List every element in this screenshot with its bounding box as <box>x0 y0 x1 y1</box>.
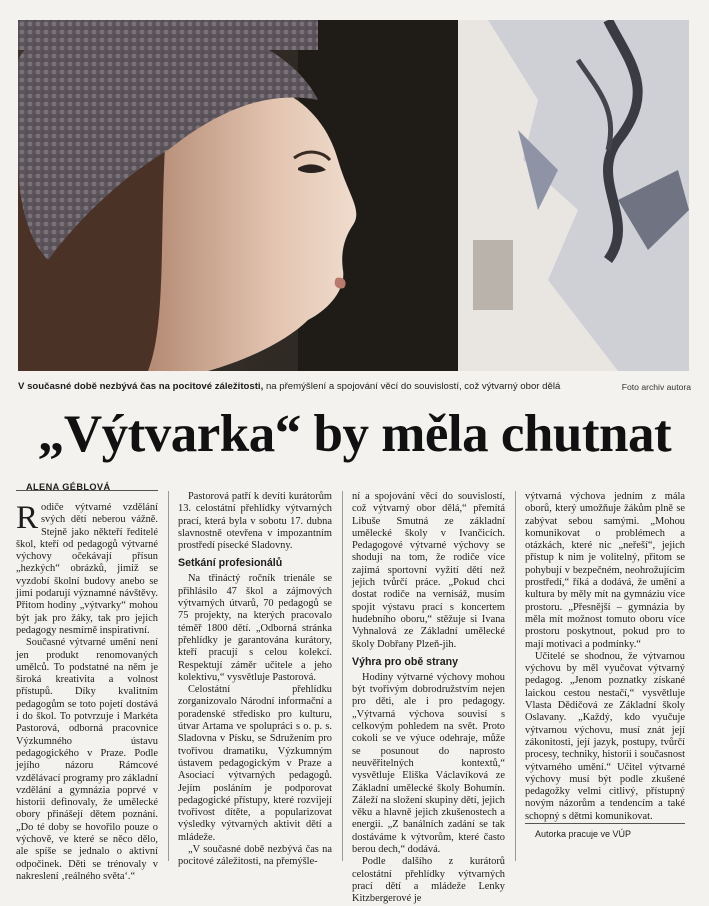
paragraph: Podle dalšího z kurátorů celostátní přehlídky výtvarných prací dětí a mládeže Lenky Kitzbergerové je <box>352 856 505 905</box>
article-column-1 <box>16 502 158 883</box>
paragraph: Pastorová patří k devíti kurátorům 13. celostátní přehlídky výtvarných prací, která byla v sobotu 17. dubna slavnostně otevřena v impozantním prostředí písecké Sladovny. <box>178 491 332 552</box>
paragraph: Celostátní přehlídku zorganizovalo Národní informační a poradenské středisko pro kulturu, útvar Artama ve spolupráci s o. p. s. Sladovna v Písku, se Sdružením pro tvořivou dramatiku, Výzkumným ústavem pedagogickým v Praze a Asociací výtvarných pedagogů. Jejím posláním je podporovat pedagogické přístupy, které rozvíjejí tvořivost dítěte, a popularizovat výsledky výtvarných aktivit dětí a mládeže. <box>178 684 332 843</box>
photo-credit: Foto archiv autora <box>621 382 691 392</box>
paragraph <box>16 502 158 637</box>
article-column-3 <box>352 491 505 906</box>
drop-cap: R <box>16 500 39 536</box>
photo-caption <box>18 381 698 393</box>
author-note: Autorka pracuje ve VÚP <box>525 823 685 840</box>
column-divider <box>168 491 169 861</box>
paragraph: ní a spojování věcí do souvislostí, což výtvarný obor dělá,“ přemítá Libuše Smutná ze základní umělecké školy v Ivančicích. Pedagogové výtvarné výchovy se shodují na tom, že rodiče více zajímá sportovní vyžití dětí než jejich tvůrčí práce. „Pokud chci dostat rodiče na vernisáž, musím spojit výstavu prací s koncertem hudebního oboru,“ stěžuje si Ivana Vyhnalová ze Základní umělecké školy Dobřany Plzeň-jih. <box>352 491 505 650</box>
article-photo <box>18 20 689 371</box>
paragraph-text: odiče výtvarné vzdělání svých dětí neberou vážně. Stejně jako někteří ředitelé škol, kteří od pedagogů výtvarné výchovy očekávají přísun „hezkých“ obrázků, jimiž se vyzdobí školní budovy anebo se jimi podarují významné návštěvy. Přitom hodiny „výtvarky“ mohou být jak pro žáky, tak pro jejich pedagogy nesmírně inspirativní. <box>16 502 158 636</box>
paragraph: Na třináctý ročník trienále se přihlásilo 47 škol a zájmových výtvarných útvarů, 70 pedagogů se 75 projekty, na kterých pracovalo téměř 1800 dětí. „Odborná stránka přehlídky je garantována kurátory, kteří pracují s celou kolekcí. Respektují záměr učitele a jeho kolektivu,“ vysvětluje Pastorová. <box>178 573 332 683</box>
article-column-2 <box>178 491 332 869</box>
paragraph: Hodiny výtvarné výchovy mohou být tvořivým dobrodružstvím nejen pro děti, ale i pro pedagogy. „Výtvarná výchova souvisí s celkovým pohledem na svět. Proto cokoli se ve výuce odehraje, může se posunout do naprosto neuvěřitelných kontextů,“ vysvětluje Eliška Václavíková ze Základní umělecké školy Bohumín. Záleží na složení skupiny dětí, jejich věku a hlavně jejich zkušenostech a energii. „Z banálních zadání se tak dostáváme k výtvorům, které často berou dech,“ dodává. <box>352 671 505 856</box>
article-column-4 <box>525 491 685 840</box>
column-divider <box>342 491 343 861</box>
subheading: Výhra pro obě strany <box>352 655 458 668</box>
article-byline: ALENA GÉBLOVÁ <box>26 482 111 492</box>
subheading: Setkání profesionálů <box>178 557 283 570</box>
caption-text: na přemýšlení a spojování věcí do souvislostí, což výtvarný obor dělá <box>265 381 561 392</box>
column-divider <box>515 491 516 861</box>
paragraph: Současné výtvarné umění není jen produkt renomovaných umělců. To podstatné na něm je široká kreativita a volnost přístupů. Díky kvalitním pedagogům se toto pojetí dostává i do škol. To potvrzuje i Markéta Pastorová, odborná pracovnice Výzkumného ústavu pedagogického v Praze. Podle jejího názoru Rámcové vzdělávací programy pro základní vzdělání a gymnázia poprvé v historii definovaly, že umělecké obory přinášejí dětem poznání. „Do té doby se hovořilo pouze o výchově, ve které se něco dělo, ale spíše se jednalo o aktivní odpočinek. Děti se trénovaly v nakreslení ‚reálného světa‘.“ <box>16 637 158 882</box>
paragraph: Učitelé se shodnou, že výtvarnou výchovu by měl vyučovat výtvarný pedagog. „Jenom poznatky získané laickou cestou nestačí,“ vysvětluje Vlasta Dědičová ze Základní školy Oslavany. „Každý, kdo vyučuje výtvarnou výchovu, musí znát její zákonitosti, její jazyk, postupy, tvůrčí procesy, techniky, historii i současnost výtvarného umění.“ Učitel výtvarné výchovy musí být podle zkušené pedagožky velmi citlivý, přístupný novým názorům a tendencím a také schopný s dětmi komunikovat. <box>525 650 685 822</box>
article-headline: „Výtvarka“ by měla chutnat <box>37 405 672 463</box>
paragraph: výtvarná výchova jedním z mála oborů, který umožňuje žákům plně se zabývat sebou samými. „Mohou komunikovat o problémech a otázkách, které nic „neřeší“, jejich přístup k nim je volitelný, přitom se pohybují v bezpečném, neohrožujícím prostředí,“ říká a dodává, že umění a kultura by měly mít na gymnáziu více prostoru. „Přesnější – gymnázia by měla mít možnost tomuto oboru více prostoru poskytnout, pokud pro to mají motivaci a podmínky.“ <box>525 491 685 650</box>
paragraph: „V současné době nezbývá čas na pocitové záležitosti, na přemýšle- <box>178 844 332 868</box>
photo-illustration <box>18 20 689 371</box>
caption-lead: V současné době nezbývá čas na pocitové záležitosti, <box>18 381 264 392</box>
